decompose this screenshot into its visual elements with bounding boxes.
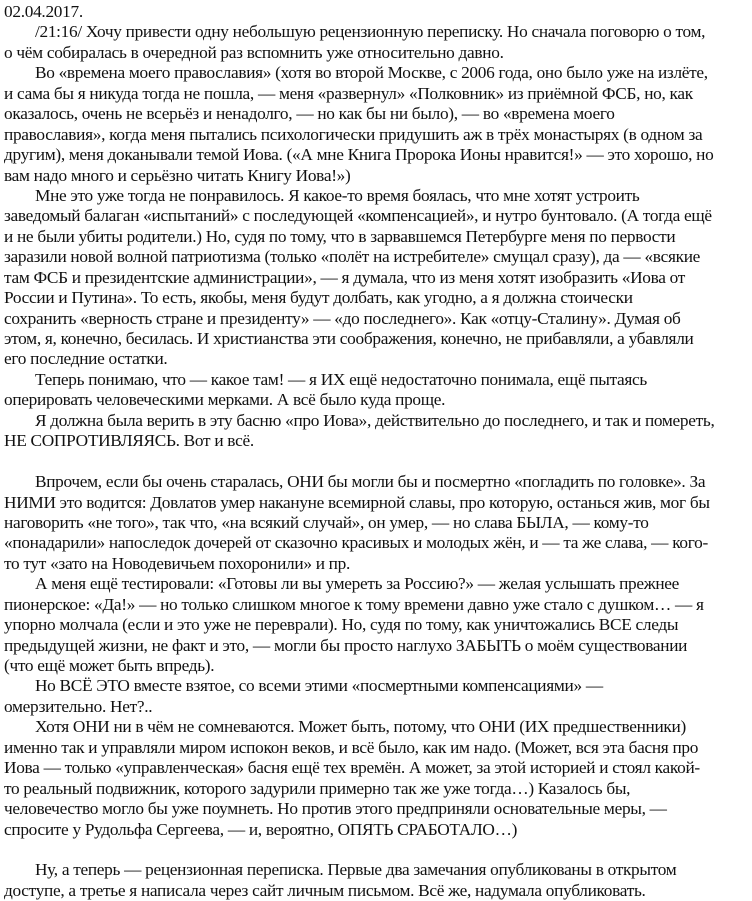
paragraph-line: Мне это уже тогда не понравилось. Я какое-то время боялась, что мне хотят устроить xyxy=(35,185,640,205)
paragraph xyxy=(4,63,752,186)
paragraph-line: там ФСБ и президентские администрации», — я думала, что из меня хотят изобразить «Иова от xyxy=(4,267,686,287)
paragraph-line: НИМИ это водится: Довлатов умер накануне всемирной славы, про которую, останься жив, мог бы xyxy=(4,492,710,512)
paragraph-line: Но ВСЁ ЭТО вместе взятое, со всеми этими «посмертными компенсациями» — xyxy=(35,676,603,696)
paragraph-line: вам надо много и серьёзно читать Книгу Иова!») xyxy=(4,165,351,185)
paragraph-line: заведомый балаган «испытаний» с последующей «компенсацией», и нутро бунтовало. (А тогда ещё xyxy=(4,206,712,226)
paragraph-line: Ну, а теперь — рецензионная переписка. Первые два замечания опубликованы в открытом xyxy=(35,860,677,880)
paragraph-line: Теперь понимаю, что — какое там! — я ИХ ещё недостаточно понимала, ещё пытаясь xyxy=(35,369,648,389)
paragraph xyxy=(4,186,752,370)
paragraph-line: /21:16/ Хочу привести одну небольшую рецензионную переписку. Но сначала поговорю о том, xyxy=(35,22,706,42)
paragraph-line: то тут «зато на Новодевичьем похоронили» и пр. xyxy=(4,553,351,573)
paragraph-line: и сама бы я никуда тогда не пошла, — меня «развернул» «Полковник» из приёмной ФСБ, но, как xyxy=(4,83,693,103)
paragraph-line: сохранить «верность стране и президенту» — «до последнего». Как «отцу-Сталину». Думая об xyxy=(4,308,681,328)
paragraph xyxy=(4,370,752,411)
paragraph-line: Впрочем, если бы очень старалась, ОНИ бы могли бы и посмертно «погладить по головке». За xyxy=(35,472,706,492)
paragraph xyxy=(4,574,752,676)
paragraph-line: этом, я, конечно, бесилась. И христианства эти соображения, конечно, не прибавляли, а убавляли xyxy=(4,329,694,348)
paragraph-line: другим), меня доканывали темой Иова. («А мне Книга Пророка Ионы нравится!» — это хорошо, но xyxy=(4,145,714,165)
paragraph xyxy=(4,22,752,63)
paragraph-line: омерзительно. Нет?.. xyxy=(4,696,153,716)
paragraph xyxy=(4,676,752,717)
paragraph-line: Иова — только «управленческая» басня ещё тех времён. А может, за этой историей и стоял какой- xyxy=(4,758,700,778)
paragraph-line: человечество могло бы уже поумнеть. Но против этого предприняли основательные меры, — xyxy=(4,799,667,819)
document-body xyxy=(4,22,752,901)
paragraph-line: Я должна была верить в эту басню «про Иова», действительно до последнего, и так и помереть, xyxy=(35,410,715,430)
paragraph-line: спросите у Рудольфа Сергеева, — и, вероятно, ОПЯТЬ СРАБОТАЛО…) xyxy=(4,819,518,839)
paragraph-line: заразили новой волной патриотизма (только «полёт на истребителе» смущал сразу), да — «всякие xyxy=(4,247,701,267)
paragraph xyxy=(4,717,752,840)
paragraph-line: его последние остатки. xyxy=(4,349,168,369)
paragraph-line: (что ещё может быть впредь). xyxy=(4,656,215,675)
paragraph-line: о чём собиралась в очередной раз вспомнить уже относительно давно. xyxy=(4,42,504,62)
paragraph-line: то реальный подвижник, которого задурили примерно так же уже тогда…) Казалось бы, xyxy=(4,778,631,798)
paragraph-line: России и Путина». То есть, якобы, меня будут долбать, как угодно, а я должна стоически xyxy=(4,288,633,308)
paragraph-line: Хотя ОНИ ни в чём не сомневаются. Может быть, потому, что ОНИ (ИХ предшественники) xyxy=(35,717,686,737)
paragraph xyxy=(4,411,752,452)
paragraph-line: «понадарили» напоследок дочерей от сказочно красивых и молодых жён, и — та же слава, — кого- xyxy=(4,533,708,553)
blank-line xyxy=(4,840,752,860)
paragraph xyxy=(4,860,752,901)
blank-line xyxy=(4,452,752,472)
paragraph-line: НЕ СОПРОТИВЛЯЯСЬ. Вот и всё. xyxy=(4,431,254,451)
paragraph-line: А меня ещё тестировали: «Готовы ли вы умереть за Россию?» — желая услышать прежнее xyxy=(35,574,680,594)
paragraph-line: оперировать человеческими мерками. А всё было куда проще. xyxy=(4,390,446,410)
paragraph-line: наговорить «не того», так что, «на всякий случай», он умер, — но слава БЫЛА, — кому-то xyxy=(4,512,649,532)
paragraph-line: предыдущей жизни, не факт и это, — могли бы просто наглухо ЗАБЫТЬ о моём существовании xyxy=(4,635,688,655)
paragraph-line: православия», когда меня пытались психологически придушить аж в трёх монастырях (в одном за xyxy=(4,124,703,144)
paragraph-line: Во «времена моего православия» (хотя во второй Москве, с 2006 года, оно было уже на излёте, xyxy=(35,63,708,83)
paragraph-line: именно так и управляли миром испокон веков, и всё было, как им надо. (Может, вся эта басня про xyxy=(4,737,699,757)
paragraph-line: доступе, а третье я написала через сайт личным письмом. Всё же, надумала опубликовать. xyxy=(4,880,646,900)
paragraph-line: оказалось, очень не всерьёз и ненадолго, — но как бы ни было), — во «времена моего xyxy=(4,104,615,124)
paragraph-line: и не были убиты родители.) Но, судя по тому, что в зарвавшемся Петербурге меня по первости xyxy=(4,226,676,246)
paragraph xyxy=(4,472,752,574)
document-date: 02.04.2017. xyxy=(4,2,83,21)
paragraph-line: упорно молчала (если и это уже не переврали). Но, судя по тому, как уничтожались ВСЕ следы xyxy=(4,615,679,635)
paragraph-line: пионерское: «Да!» — но только слишком многое к тому времени давно уже стало с душком… — я xyxy=(4,594,704,614)
